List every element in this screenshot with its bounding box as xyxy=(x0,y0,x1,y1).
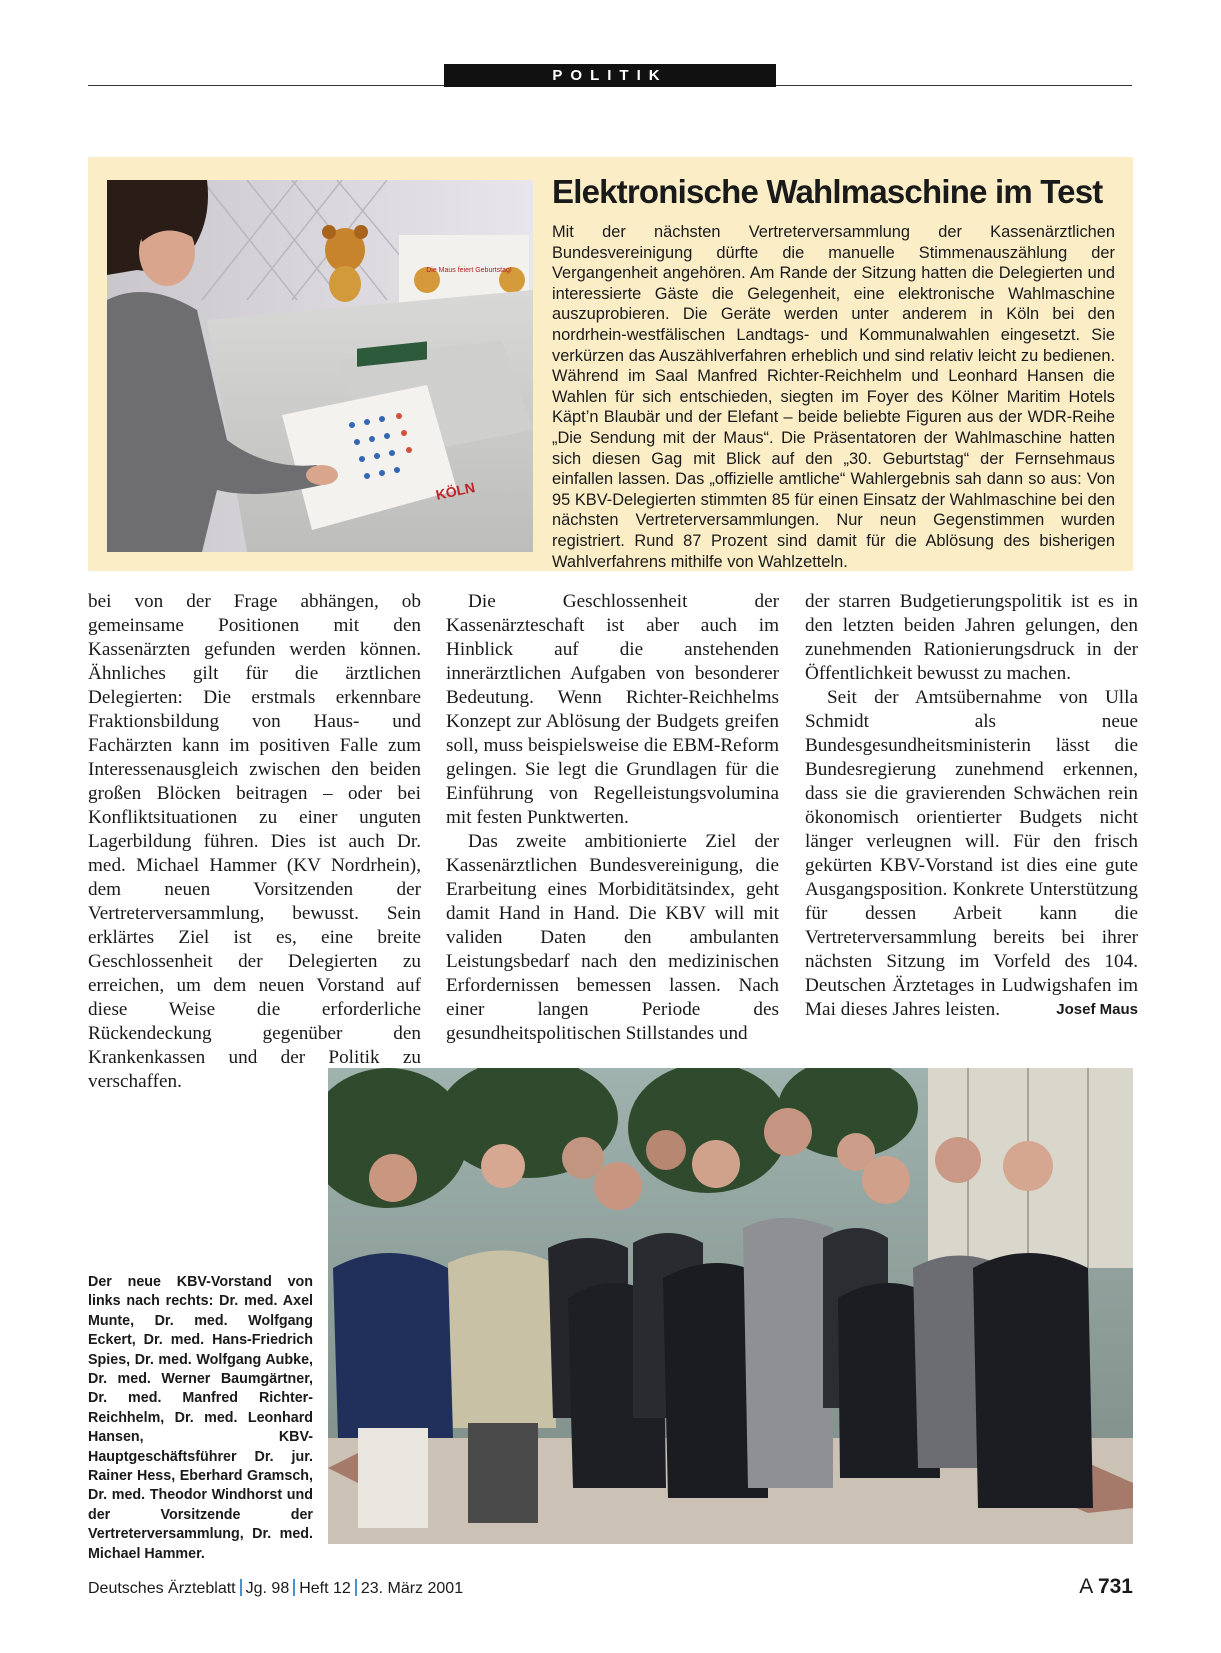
issue-date: 23. März 2001 xyxy=(360,1580,464,1597)
author-byline: Josef Maus xyxy=(1056,1001,1138,1018)
column-2-paragraph-1: Die Geschlossenheit der Kassenärzteschaft ist aber auch im Hinblick auf die anstehenden innerärztlichen Aufgaben von besonderer Bedeutung. Wenn Richter-Reichhelms Konzept zur Ablösung der Budgets greifen soll, muss beispielsweise die EBM-Reform gelingen. Sie legt die Grundlagen für die Einführung von Regelleistungsvolumina mit festen Punktwerten. xyxy=(446,591,779,828)
page-prefix: A xyxy=(1079,1575,1093,1598)
column-3-paragraph-1: der starren Budgetierungspolitik ist es in den letzten beiden Jahren gelungen, den zunehmenden Rationierungsdruck in der Öffentlichkeit bewusst zu machen. xyxy=(805,591,1138,684)
group-photo xyxy=(328,1068,1133,1544)
column-3-paragraph-2 xyxy=(805,686,1138,1022)
column-3 xyxy=(805,590,1138,1022)
page-number xyxy=(1050,1574,1133,1600)
page-number-value: 731 xyxy=(1097,1575,1133,1598)
column-1 xyxy=(88,590,421,1094)
column-2 xyxy=(446,590,779,1046)
footer-separator xyxy=(355,1579,357,1596)
footer-separator xyxy=(240,1579,242,1596)
photo-caption: Der neue KBV-Vorstand von links nach rechts: Dr. med. Axel Munte, Dr. med. Wolfgang Eckert, Dr. med. Hans-Friedrich Spies, Dr. med. Wolfgang Aubke, Dr. med. Werner Baumgärtner, Dr. med. Manfred Richter-Reichhelm, Dr. med. Leonhard Hansen, KBV-Hauptgeschäftsführer Dr. jur. Rainer Hess, Eberhard Gramsch, Dr. med. Theodor Windhorst und der Vorsitzende der Vertreterversammlung, Dr. med. Michael Hammer. xyxy=(88,1274,313,1562)
poster-text: Die Maus feiert Geburtstag! xyxy=(426,267,512,274)
infobox-body: Mit der nächsten Vertreterversammlung der Kassenärztlichen Bundesvereinigung dürfte die manuelle Stimmenauszählung der Vergangenheit angehören. Am Rande der Sitzung hatten die Delegierten und interessierte Gäste die Gelegenheit, eine elektronische Wahlmaschine auszuprobieren. Die Geräte werden unter anderem in Köln bei den nordrhein-westfälischen Landtags- und Kommunalwahlen eingesetzt. Sie verkürzen das Auszählverfahren erheblich und sind relativ leicht zu bedienen. Während im Saal Manfred Richter-Reichhelm und Leonhard Hansen die Wahlen für sich entschieden, siegten im Foyer des Kölner Maritim Hotels Käpt’n Blaubär und der Elefant – beide beliebte Figuren aus der WDR-Reihe „Die Sendung mit der Maus“. Die Präsentatoren der Wahlmaschine hatten sich diesen Gag mit Blick auf den „30. Geburtstag“ der Fernsehmaus einfallen lassen. Das „offizielle amtliche“ Wahlergebnis sah dann so aus: Von 95 KBV-Delegierten stimmten 85 für einen Einsatz der Wahlmaschine bei den nächsten Vertreterversammlungen. Nur neun Gegenstimmen wurden registriert. Rund 87 Prozent sind damit für die Ablösung des bisherigen Wahlverfahrens mithilfe von Wahlzetteln. xyxy=(552,223,1115,571)
footer xyxy=(88,1579,463,1599)
column-3-paragraph-2-text: Seit der Amtsübernahme von Ulla Schmidt als neue Bundesgesundheitsministerin lässt die Bundesregierung zunehmend erkennen, dass sie die gravierenden Schwächen rein ökonomisch orientierter Budgets nicht länger verleugnen will. Für den frisch gekürten KBV-Vorstand ist dies eine gute Ausgangsposition. Konkrete Unterstützung für dessen Arbeit kann die Vertreterversammlung bereits bei ihrer nächsten Sitzung im Vorfeld des 104. Deutschen Ärztetages in Ludwigshafen im Mai dieses Jahres leisten. xyxy=(805,687,1138,1020)
issue: Heft 12 xyxy=(299,1580,351,1597)
column-1-paragraph: bei von der Frage abhängen, ob gemeinsame Positionen mit den Kassenärzten gefunden werden können. Ähnliches gilt für die ärztlichen Delegierten: Die erstmals erkennbare Fraktionsbildung von Haus- und Fachärzten kann im positiven Falle zum Interessenausgleich zwischen den beiden großen Blöcken beitragen – oder bei Konfliktsituationen zu einer unguten Lagerbildung führen. Dies ist auch Dr. med. Michael Hammer (KV Nordrhein), dem neuen Vorsitzenden der Vertreterversammlung, bewusst. Sein erklärtes Ziel ist es, eine breite Geschlossenheit der Delegierten zu erreichen, um dem neuen Vorstand auf diese Weise die erforderliche Rückendeckung gegenüber den Krankenkassen und der Politik zu verschaffen. xyxy=(88,591,421,1092)
voting-machine-photo xyxy=(107,180,533,552)
city-label: KÖLN xyxy=(434,479,477,503)
section-label: POLITIK xyxy=(444,64,776,87)
column-2-paragraph-2: Das zweite ambitionierte Ziel der Kassenärztlichen Bundesvereinigung, die Erarbeitung eines Morbiditätsindex, geht damit Hand in Hand. Die KBV will mit validen Daten den ambulanten Leistungsbedarf nach den medizinischen Erfordernissen bemessen lassen. Nach einer langen Periode des gesundheitspolitischen Stillstandes und xyxy=(446,831,779,1044)
journal-name: Deutsches Ärzteblatt xyxy=(88,1580,236,1597)
footer-separator xyxy=(293,1579,295,1596)
infobox-title: Elektronische Wahlmaschine im Test xyxy=(552,173,1103,210)
volume: Jg. 98 xyxy=(245,1580,290,1597)
